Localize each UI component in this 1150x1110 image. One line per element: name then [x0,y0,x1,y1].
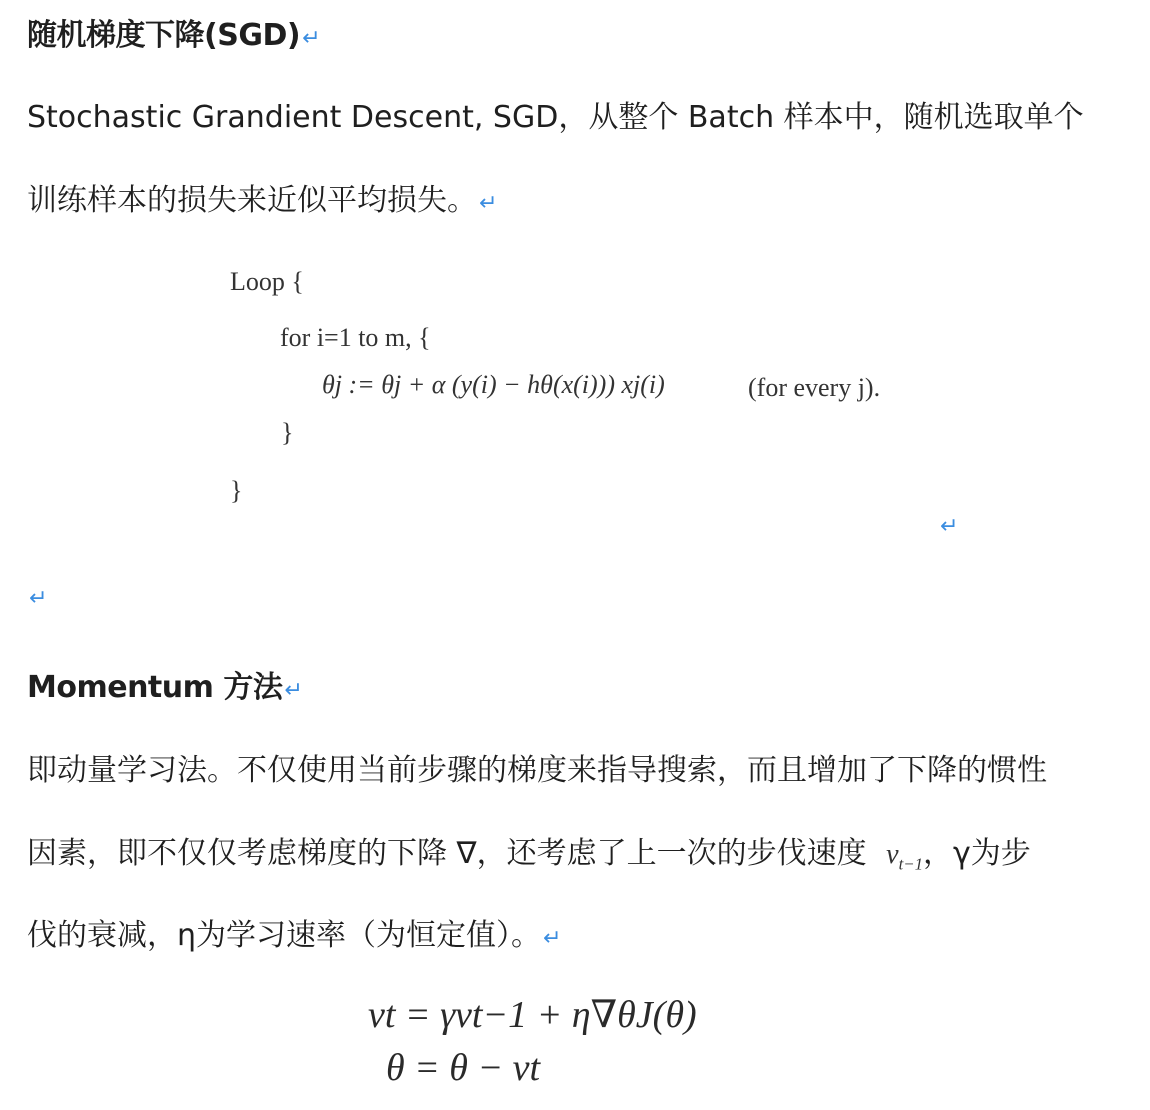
update-equation-text: θj := θj + α (y(i) − hθ(x(i))) xj(i) [322,370,665,399]
paragraph-mark-icon: ↵ [543,926,562,951]
sgd-heading [27,10,320,54]
momentum-line3-text: 伐的衰减，η为学习速率（为恒定值）。 [27,918,542,953]
sgd-paragraph-line2-text: 训练样本的损失来近似平均损失。 [27,183,477,218]
sgd-paragraph-line1: Stochastic Grandient Descent, SGD，从整个 Batch 样本中，随机选取单个 [27,100,1084,135]
momentum-line2-text-a: 因素，即不仅仅考虑梯度的下降 ∇，还考虑了上一次的步伐速度 [27,836,867,871]
momentum-paragraph-line2 [27,828,1031,875]
paragraph-mark-icon: ↵ [302,26,320,51]
paragraph-mark-icon: ↵ [29,586,48,611]
velocity-subscript: t−1 [898,854,923,874]
momentum-line2-text-b: ，γ为步 [922,836,1031,871]
momentum-heading-text: Momentum 方法 [27,670,283,705]
loop-open: Loop { [230,267,304,296]
sgd-heading-text: 随机梯度下降(SGD) [27,18,301,53]
paragraph-mark-icon: ↵ [940,514,959,539]
paragraph-mark-icon: ↵ [479,191,498,216]
for-every-j: (for every j). [748,373,881,402]
outer-close-brace: } [230,476,243,505]
velocity-variable [886,839,923,874]
momentum-paragraph-line1: 即动量学习法。不仅使用当前步骤的梯度来指导搜索，而且增加了下降的惯性 [27,753,1047,788]
inner-close-brace: } [281,418,294,447]
paragraph-mark-icon: ↵ [284,678,303,703]
velocity-symbol: v [886,839,899,870]
momentum-equation-1: vt = γvt−1 + η∇θJ(θ) [368,994,697,1036]
update-equation [322,370,665,400]
for-line: for i=1 to m, { [280,323,431,352]
momentum-paragraph-line3 [27,910,561,954]
sgd-paragraph-line2 [27,175,497,219]
momentum-heading [27,662,302,706]
momentum-equation-2: θ = θ − vt [386,1047,541,1089]
